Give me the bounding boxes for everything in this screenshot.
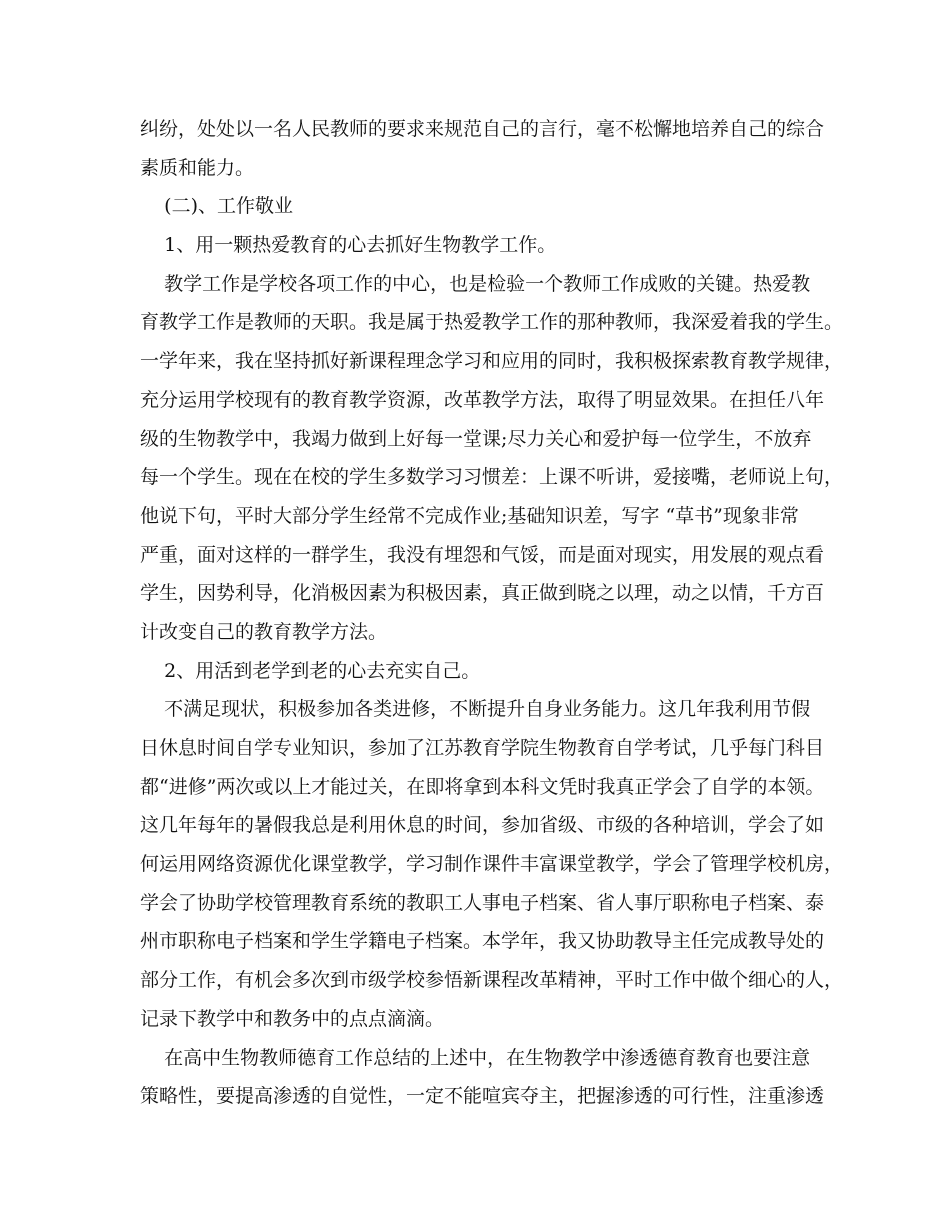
subsection-heading: 1、用一颗热爱教育的心去抓好生物教学工作。	[140, 234, 557, 257]
text-line: 计改变自己的教育教学方法。	[140, 620, 388, 643]
text-line: 策略性，要提高渗透的自觉性，一定不能喧宾夺主，把握渗透的可行性，注重渗透	[140, 1085, 825, 1108]
text-line: 充分运用学校现有的教育教学资源，改革教学方法，取得了明显效果。在担任八年	[140, 388, 825, 411]
text-line: 每一个学生。现在在校的学生多数学习习惯差：上课不听讲，爱接嘴，老师说上句，	[140, 466, 844, 489]
document-body	[140, 110, 844, 1116]
text-line: 纠纷，处处以一名人民教师的要求来规范自己的言行，毫不松懈地培养自己的综合	[140, 118, 825, 140]
subsection-heading: 2、用活到老学到老的心去充实自己。	[140, 659, 481, 682]
text-line: 州市职称电子档案和学生学籍电子档案。本学年，我又协助教导主任完成教导处的	[140, 930, 825, 953]
text-line: 学生，因势利导，化消极因素为积极因素，真正做到晓之以理，动之以情，千方百	[140, 582, 825, 605]
section-heading: (二)、工作敬业	[140, 195, 293, 218]
text-line: 这几年每年的暑假我总是利用休息的时间，参加省级、市级的各种培训，学会了如	[140, 814, 825, 837]
text-line: 教学工作是学校各项工作的中心，也是检验一个教师工作成败的关键。热爱教	[140, 272, 811, 295]
text-line: 一学年来，我在坚持抓好新课程理念学习和应用的同时，我积极探索教育教学规律，	[140, 350, 844, 373]
text-line: 级的生物教学中，我竭力做到上好每一堂课;尽力关心和爱护每一位学生，不放弃	[140, 427, 812, 450]
text-line: 严重，面对这样的一群学生，我没有埋怨和气馁，而是面对现实，用发展的观点看	[140, 543, 825, 566]
text-line: 记录下教学中和教务中的点点滴滴。	[140, 1007, 445, 1030]
text-line: 都“进修”两次或以上才能过关，在即将拿到本科文凭时我真正学会了自学的本领。	[140, 775, 825, 798]
text-line: 部分工作，有机会多次到市级学校参悟新课程改革精神，平时工作中做个细心的人，	[140, 969, 844, 992]
text-line: 在高中生物教师德育工作总结的上述中，在生物教学中渗透德育教育也要注意	[140, 1046, 811, 1069]
text-line: 育教学工作是教师的天职。我是属于热爱教学工作的那种教师，我深爱着我的学生。	[140, 311, 844, 334]
text-line: 不满足现状，积极参加各类进修，不断提升自身业务能力。这几年我利用节假	[140, 698, 811, 721]
text-line: 何运用网络资源优化课堂教学，学习制作课件丰富课堂教学，学会了管理学校机房，	[140, 853, 844, 876]
text-line: 他说下句，平时大部分学生经常不完成作业;基础知识差，写字 “草书”现象非常	[140, 504, 799, 527]
text-line: 素质和能力。	[140, 156, 255, 179]
text-line: 日休息时间自学专业知识，参加了江苏教育学院生物教育自学考试，几乎每门科目	[140, 737, 825, 759]
text-line: 学会了协助学校管理教育系统的教职工人事电子档案、省人事厅职称电子档案、泰	[140, 891, 825, 914]
